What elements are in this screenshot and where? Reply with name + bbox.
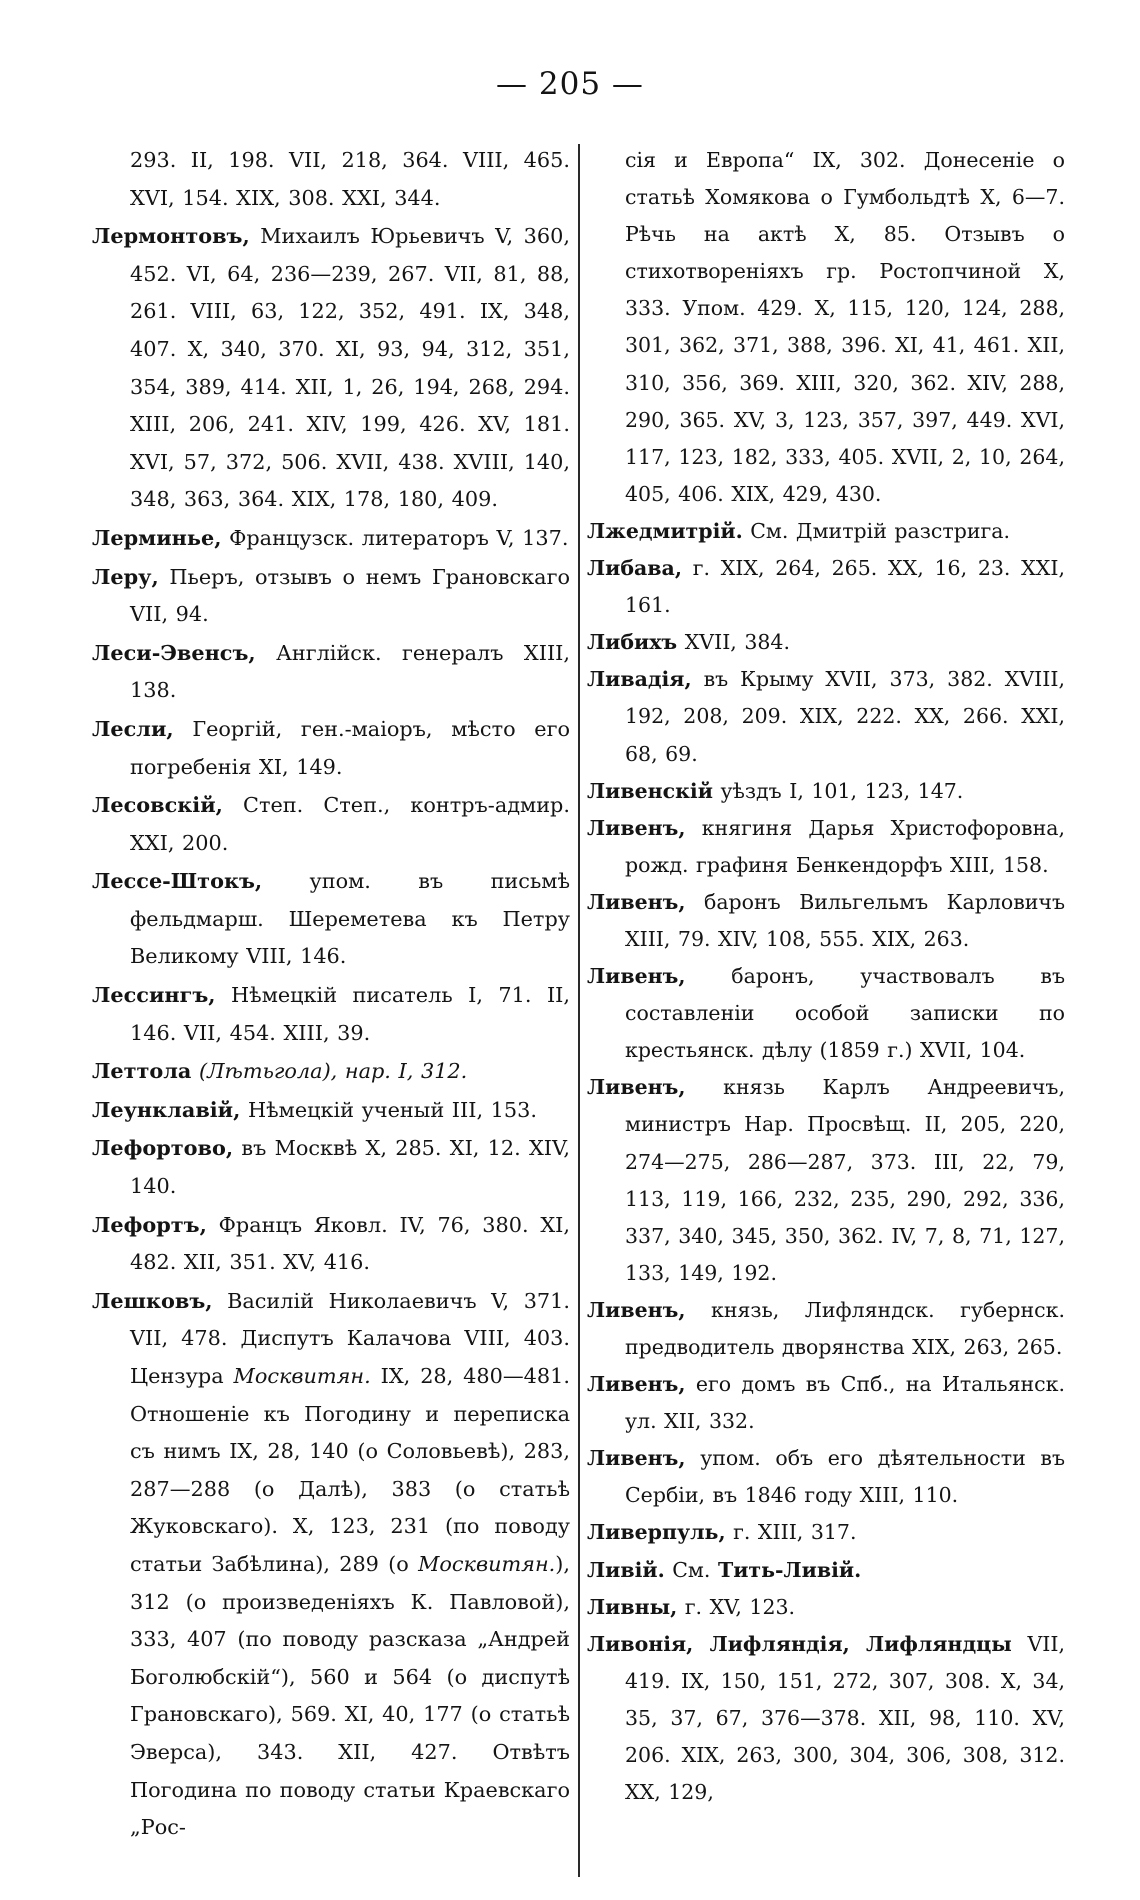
entry-text: Францъ Яковл. IV, 76, 380. XI, 482. XII, 351. XV, 416. [130,1212,570,1275]
entry-headword: Ливенъ, [587,1075,686,1100]
index-entry [587,142,1065,513]
index-entry [92,519,570,558]
entry-headword: Ливенъ, [587,1297,686,1322]
entry-headword: Ливенъ, [587,964,686,989]
entry-text: Михаилъ Юрьевичъ V, 360, 452. VI, 64, 236—239, 267. VII, 81, 88, 261. VIII, 63, 122, 352, 491. IX, 348, 407. X, 340, 370. XI, 93, 94, 312, 351, 354, 389, 414. XII, 1, 26, 194, 268, 294. XIII, 206, 241. XIV, 199, 426. XV, 181. XVI, 57, 372, 506. XVII, 438. XVIII, 140, 348, 363, 364. XIX, 178, 180, 409. [130,224,570,512]
index-entry [587,884,1065,958]
entry-text: князь, Лифляндск. губернск. предводитель дворянства XIX, 263, 265. [625,1297,1065,1359]
index-entry [587,958,1065,1069]
entry-headword: Лжедмитрій. [587,518,743,543]
index-entry [587,1514,1065,1551]
index-entry [587,1440,1065,1514]
entry-text: XVII, 384. [684,630,790,655]
entry-headword: Лермонтовъ, [92,223,250,249]
entry-headword: Ливенъ, [587,815,686,840]
entry-text: Англійск. генералъ XIII, 138. [130,640,570,703]
entry-headword: Ливенъ, [587,1446,686,1471]
entry-cross-reference: Тить-Ливій. [717,1557,862,1582]
left-column [92,142,570,1847]
index-entry [92,1129,570,1205]
index-entry [587,1552,1065,1589]
entry-text: 293. II, 198. VII, 218, 364. VIII, 465. XVI, 154. XIX, 308. XXI, 344. [130,148,570,210]
index-entry [92,1282,570,1847]
entry-text: уѣздъ I, 101, 123, 147. [720,778,964,803]
entry-headword: Ливадія, [587,667,692,692]
entry-text: IX, 28, 480—481. Отношеніе къ Погодину и переписка съ нимъ IX, 28, 140 (о Соловьевѣ), 283, 287—288 (о Далѣ), 383 (о статьѣ Жуковскаго). X, 123, 231 (по поводу статьи Забѣлина), 289 (о [130,1364,570,1576]
entry-text: Пьеръ, отзывъ о немъ Грановскаго VII, 94. [130,564,570,627]
entry-text: Василій Николаевичъ V, 371. VII, 478. Диспутъ Калачова VIII, 403. Цензура [130,1288,570,1388]
entry-text: баронъ Вильгельмъ Карловичъ XIII, 79. XIV, 108, 555. XIX, 263. [625,889,1065,951]
entry-text: Георгій, ген.-маіоръ, мѣсто его погребенія XI, 149. [130,716,570,779]
index-entry [587,1292,1065,1366]
entry-text: г. XV, 123. [684,1594,796,1619]
entry-text: княгиня Дарья Христофоровна, рожд. графиня Бенкендорфъ XIII, 158. [625,815,1065,877]
entry-headword: Лесовскій, [92,792,223,818]
entry-text: г. XIX, 264, 265. XX, 16, 23. XXI, 161. [625,556,1065,618]
entry-headword: Лефортово, [92,1135,234,1161]
page-number: — 205 — [496,66,644,102]
entry-headword: Ливій. [587,1557,665,1582]
entry-headword: Лессингъ, [92,982,216,1008]
entry-headword: Лешковъ, [92,1287,213,1313]
entry-headword: Леру, [92,563,159,589]
index-entry [587,550,1065,624]
index-entry [92,142,570,217]
entry-text: (Лѣтьгола), нар. I, 312. [199,1059,468,1084]
entry-text: Французск. литераторъ V, 137. [229,525,569,550]
entry-text: въ Москвѣ X, 285. XI, 12. XIV, 140. [130,1136,570,1199]
right-column [587,142,1065,1811]
index-entry [587,1069,1065,1292]
entry-text: Нѣмецкій писатель I, 71. II, 146. VII, 454. XIII, 39. [130,983,570,1045]
index-entry [92,1206,570,1282]
index-entry [587,1366,1065,1440]
index-entry [92,217,570,519]
entry-text: VII, 419. IX, 150, 151, 272, 307, 308. X, 34, 35, 37, 67, 376—378. XII, 98, 110. XV, 206. XIX, 263, 300, 304, 306, 308, 312. XX, 129, [625,1631,1065,1805]
index-entry [587,810,1065,884]
index-entry [92,634,570,710]
entry-headword: Леси-Эвенсъ, [92,639,256,665]
entry-italic-text: Москвитян. [233,1364,371,1388]
entry-headword: Ливонія, Лифляндія, Лифляндцы [587,1631,1012,1656]
entry-text: князь Карлъ Андреевичъ, министръ Нар. Просвѣщ. II, 205, 220, 274—275, 286—287, 373. III, 22, 79, 113, 119, 166, 232, 235, 290, 292, 336, 337, 340, 345, 350, 362. IV, 7, 8, 71, 127, 133, 149, 192. [625,1075,1065,1285]
entry-text: въ Крыму XVII, 373, 382. XVIII, 192, 208, 209. XIX, 222. XX, 266. XXI, 68, 69. [625,667,1065,766]
entry-text: упом. въ письмѣ фельдмарш. Шереметева къ Петру Великому VIII, 146. [130,869,570,969]
entry-headword: Либихъ [587,630,678,655]
index-entry [587,773,1065,810]
entry-italic-text: Москвитян. [418,1551,556,1576]
entry-headword: Лессе-Штокъ, [92,868,263,894]
entry-text: Нѣмецкій ученый III, 153. [247,1097,537,1122]
entry-headword: Ливенскій [587,778,713,803]
entry-headword: Лефортъ, [92,1211,207,1237]
entry-headword: Лесли, [92,715,174,741]
index-entry [92,558,570,634]
entry-headword: Ливны, [587,1594,678,1619]
entry-headword: Ливенъ, [587,889,686,914]
index-entry [587,513,1065,550]
entry-text: его домъ въ Спб., на Итальянск. ул. XII, 332. [625,1372,1065,1434]
index-entry [92,786,570,862]
entry-headword: Лерминье, [92,524,222,550]
index-entry [587,1626,1065,1811]
index-entry [92,710,570,786]
column-divider [578,144,580,1877]
entry-text: ), 312 (о произведеніяхъ К. Павловой), 333, 407 (по поводу разсказа „Андрей Боголюбскій“), 560 и 564 (о диспутѣ Грановскаго), 569. XI, 40, 177 (о статьѣ Эверса), 343. XII, 427. Отвѣтъ Погодина по поводу статьи Краевскаго „Рос- [130,1551,570,1840]
entry-text: г. XIII, 317. [733,1520,857,1545]
index-entry [92,1052,570,1091]
index-entry [587,1589,1065,1626]
entry-headword: Ливенъ, [587,1372,686,1397]
entry-headword: Леунклавій, [92,1096,241,1122]
index-entry [92,976,570,1052]
index-entry [587,661,1065,772]
index-entry [92,862,570,976]
entry-text: баронъ, участвовалъ въ составленіи особой записки по крестьянск. дѣлу (1859 г.) XVII, 104. [625,964,1065,1063]
entry-headword: Леттола [92,1058,192,1084]
entry-headword: Ливерпуль, [587,1520,726,1545]
entry-text: См. [672,1557,711,1582]
entry-text: Степ. Степ., контръ-адмир. XXI, 200. [130,793,570,855]
entry-text: См. Дмитрій разстрига. [750,518,1011,543]
entry-text: сія и Европа“ IX, 302. Донесеніе о статьѣ Хомякова о Гумбольдтѣ X, 6—7. Рѣчь на актѣ X, 85. Отзывъ о стихотвореніяхъ гр. Ростопчиной X, 333. Упом. 429. X, 115, 120, 124, 288, 301, 362, 371, 388, 396. XI, 41, 461. XII, 310, 356, 369. XIII, 320, 362. XIV, 288, 290, 365. XV, 3, 123, 357, 397, 449. XVI, 117, 123, 182, 333, 405. XVII, 2, 10, 264, 405, 406. XIX, 429, 430. [625,148,1065,506]
entry-text: упом. объ его дѣятельности въ Сербіи, въ 1846 году XIII, 110. [625,1446,1065,1508]
index-entry [587,624,1065,661]
index-entry [92,1091,570,1130]
entry-headword: Либава, [587,556,682,581]
